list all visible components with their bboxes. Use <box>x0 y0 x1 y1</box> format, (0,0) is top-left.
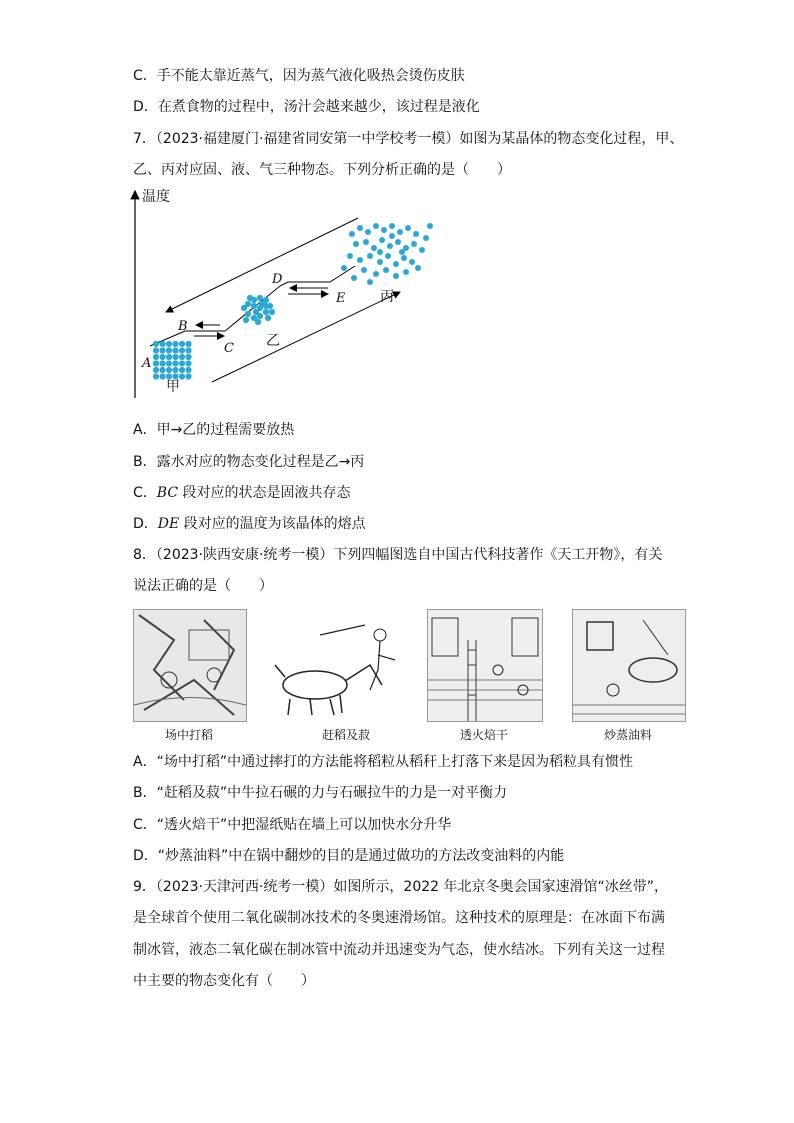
solid-particles <box>153 341 192 380</box>
solid-particle <box>166 367 172 373</box>
state-solid-label: 甲 <box>166 379 180 395</box>
solid-particle <box>179 354 185 360</box>
point-e-label: E <box>336 291 346 306</box>
phase-diagram-svg <box>130 186 450 406</box>
solid-particle <box>153 367 159 373</box>
gas-particle <box>377 249 383 255</box>
q6-option-c: C．手不能太靠近蒸气，因为蒸气液化吸热会烫伤皮肤 <box>133 68 465 84</box>
figure-drying-paper <box>427 609 543 722</box>
figure-frying-oil <box>572 609 686 722</box>
liquid-particle <box>257 295 263 301</box>
liquid-particle <box>255 319 261 325</box>
solid-particle <box>159 360 165 366</box>
q7c-text: 段对应的状态是固液共存态 <box>178 485 351 501</box>
gas-particle <box>419 247 425 253</box>
q7d-var: DE <box>157 516 180 532</box>
q8-option-c: C．“透火焙干”中把湿纸贴在墙上可以加快水分升华 <box>133 817 452 833</box>
gas-particle <box>395 239 401 245</box>
gas-particle <box>423 235 429 241</box>
solid-particle <box>179 360 185 366</box>
gas-particle <box>397 229 403 235</box>
caption-ox-roller: 赶稻及菽 <box>321 728 370 742</box>
figure-ox-roller <box>270 615 402 717</box>
gas-particle <box>427 223 433 229</box>
liquid-particle <box>253 309 259 315</box>
point-a-label: A <box>142 356 152 371</box>
solid-particle <box>153 360 159 366</box>
gas-particle <box>389 223 395 229</box>
solid-particle <box>172 341 178 347</box>
liquid-particles <box>241 295 275 325</box>
caption-drying-paper: 透火焙干 <box>459 728 508 742</box>
q9-stem-line3: 制冰管，液态二氧化碳在制冰管中流动并迅速变为气态，使水结冰。下列有关这一过程 <box>133 942 665 958</box>
caption-frying-oil: 炒蒸油料 <box>603 728 652 742</box>
gas-particle <box>393 261 399 267</box>
solid-particle <box>153 341 159 347</box>
solid-particle <box>172 360 178 366</box>
solid-particle <box>172 347 178 353</box>
solid-particle <box>166 354 172 360</box>
q6-option-d: D．在煮食物的过程中，汤汁会越来越少，该过程是液化 <box>133 99 480 115</box>
solid-particle <box>159 367 165 373</box>
gas-particle <box>403 269 409 275</box>
q9-stem-line2: 是全球首个使用二氧化碳制冰技术的冬奥速滑场馆。这种技术的原理是：在冰面下布满 <box>133 910 665 926</box>
gas-particle <box>351 275 357 281</box>
solid-particle <box>179 341 185 347</box>
solid-particle <box>159 373 165 379</box>
solid-particle <box>185 367 191 373</box>
gas-particle <box>367 279 373 285</box>
solid-particle <box>185 360 191 366</box>
q8-option-d: D．“炒蒸油料”中在锅中翻炒的目的是通过做功的方法改变油料的内能 <box>133 848 565 864</box>
phase-diagram <box>130 186 450 406</box>
solid-particle <box>179 367 185 373</box>
gas-particle <box>341 265 347 271</box>
solid-particle <box>172 354 178 360</box>
solid-particle <box>185 347 191 353</box>
liquid-particle <box>241 305 247 311</box>
gas-particle <box>353 241 359 247</box>
q7-option-b: B．露水对应的物态变化过程是乙→丙 <box>133 454 365 470</box>
q7d-text: 段对应的温度为该晶体的熔点 <box>179 516 366 532</box>
gas-particle <box>373 223 379 229</box>
q7-option-d <box>133 514 366 534</box>
liquid-particle <box>251 303 257 309</box>
q7-option-c <box>133 483 351 503</box>
gas-particles <box>341 223 433 285</box>
solid-particle <box>159 354 165 360</box>
gas-particle <box>371 245 377 251</box>
liquid-particle <box>245 311 251 317</box>
q7-stem-line2: 乙、丙对应固、液、气三种物态。下列分析正确的是（ ） <box>133 162 511 178</box>
q7c-prefix: C． <box>133 485 157 501</box>
solid-particle <box>153 347 159 353</box>
q8-option-a: A．“场中打稻”中通过摔打的方法能将稻粒从稻秆上打落下来是因为稻粒具有惯性 <box>133 754 634 770</box>
gas-particle <box>385 253 391 259</box>
state-gas-label: 丙 <box>380 289 394 305</box>
point-c-label: C <box>224 341 234 356</box>
axis-label: 温度 <box>142 189 170 205</box>
caption-threshing: 场中打稻 <box>164 728 213 742</box>
gas-particle <box>357 257 363 263</box>
gas-particle <box>383 267 389 273</box>
heating-arrow <box>212 292 400 382</box>
q8-option-b: B．“赶稻及菽”中牛拉石碾的力与石碾拉牛的力是一对平衡力 <box>133 785 508 801</box>
solid-particle <box>185 373 191 379</box>
gas-particle <box>399 249 405 255</box>
solid-particle <box>159 347 165 353</box>
gas-particle <box>347 253 353 259</box>
solid-particle <box>153 354 159 360</box>
gas-particle <box>387 243 393 249</box>
gas-particle <box>379 237 385 243</box>
solid-particle <box>166 347 172 353</box>
gas-particle <box>409 259 415 265</box>
gas-particle <box>413 231 419 237</box>
point-d-label: D <box>272 272 283 287</box>
solid-particle <box>159 341 165 347</box>
solid-particle <box>179 347 185 353</box>
liquid-particle <box>269 309 275 315</box>
q9-stem-line1: 9．（2023·天津河西·统考一模）如图所示，2022 年北京冬奥会国家速滑馆“冰丝带”， <box>133 879 669 895</box>
q7c-var: BC <box>156 485 179 501</box>
q7-option-a: A．甲→乙的过程需要放热 <box>133 422 295 438</box>
gas-particle <box>367 253 373 259</box>
solid-particle <box>153 373 159 379</box>
gas-particle <box>405 225 411 231</box>
solid-particle <box>185 354 191 360</box>
gas-particle <box>373 271 379 277</box>
gas-particle <box>349 231 355 237</box>
solid-particle <box>166 360 172 366</box>
gas-particle <box>363 239 369 245</box>
gas-particle <box>411 241 417 247</box>
point-b-label: B <box>178 319 188 334</box>
gas-particle <box>381 227 387 233</box>
q7d-prefix: D． <box>133 516 158 532</box>
solid-particle <box>172 367 178 373</box>
q8-stem-line1: 8．（2023·陕西安康·统考一模）下列四幅图选自中国古代科技著作《天工开物》，有关 <box>133 547 663 563</box>
liquid-particle <box>247 295 253 301</box>
gas-particle <box>401 255 407 261</box>
solid-particle <box>185 341 191 347</box>
gas-particle <box>357 225 363 231</box>
gas-particle <box>393 273 399 279</box>
q7-stem-line1: 7．（2023·福建厦门·福建省同安第一中学校考一模）如图为某晶体的物态变化过程，甲、 <box>133 131 684 147</box>
gas-particle <box>365 229 371 235</box>
figure-threshing <box>133 609 247 722</box>
gas-particle <box>389 233 395 239</box>
gas-particle <box>415 265 421 271</box>
state-liquid-label: 乙 <box>266 333 280 349</box>
solid-particle <box>166 341 172 347</box>
liquid-particle <box>243 317 249 323</box>
gas-particle <box>361 267 367 273</box>
liquid-particle <box>263 309 269 315</box>
q9-stem-line4: 中主要的物态变化有（ ） <box>133 973 315 989</box>
gas-particle <box>377 259 383 265</box>
liquid-particle <box>265 315 271 321</box>
q8-stem-line2: 说法正确的是（ ） <box>133 578 273 594</box>
liquid-particle <box>259 301 265 307</box>
